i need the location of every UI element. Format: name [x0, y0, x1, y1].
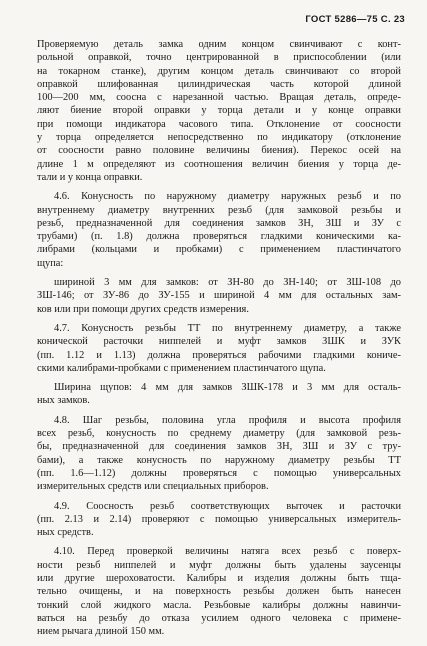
text-line: Проверяемую деталь замка одним концом свинчивают с конт- [37, 39, 401, 50]
text-line: бы, предназначенной для соединения замков ЗН, ЗШ и ЗУ с тру- [37, 441, 401, 453]
text-line: внутреннему диаметру внутренних резьб (для замковой резьбы и [37, 204, 401, 216]
text-line: 4.7. Конусность резьбы ТТ по внутреннему диаметру, а также [54, 322, 401, 334]
text-line: 4.8. Шаг резьбы, половина угла профиля и высота профиля [54, 414, 401, 426]
text-line: конической расточки ниппелей и муфт замков ЗШК и ЗУК [37, 336, 401, 348]
paragraph [37, 381, 401, 408]
text-line: или другие шероховатости. Калибры и изделия должны быть тща- [37, 572, 401, 584]
text-line: ных замков. [37, 395, 90, 407]
page-header: ГОСТ 5286—75 С. 23 [305, 14, 405, 25]
text-line: 4.9. Соосность резьб соответствующих выточек и расточки [54, 500, 401, 512]
text-line: резьб, предназначенной для соединения замков ЗН, ЗШ и ЗУ с [37, 217, 401, 229]
text-line: ЗШ-146; от ЗУ-86 до ЗУ-155 и шириной 4 мм для остальных зам- [37, 290, 401, 302]
text-line: ляют биение второй оправки у торца детали и у конце оправки [37, 105, 401, 117]
text-line: от соосности равно половине величины биения). Перекос осей на [37, 145, 401, 157]
text-line: 100—200 мм, соосна с нарезанной частью. Вращая деталь, опреде- [37, 92, 401, 104]
text-line: (пп. 1.6—1.12) должны проверяться с помощью универсальных [37, 467, 401, 479]
text-line: скими калибрами-пробками с применением пластинчатого щупа. [37, 362, 326, 374]
text-line: 4.6. Конусность по наружному диаметру наружных резьб и по [54, 191, 401, 203]
text-line: ваться на резьбу до отказа усилием одного человека с примене- [37, 612, 401, 624]
paragraph [37, 38, 401, 184]
text-line: Ширина щупов: 4 мм для замков ЗШК-178 и 3 мм для осталь- [54, 382, 401, 394]
text-line: у торца определяется непосредственно по индикатору (отклонение [37, 132, 401, 144]
text-line: (пп. 2.13 и 2.14) проверяют с помощью универсальных измеритель- [37, 513, 401, 525]
text-line: (пп. 1.12 и 1.13) должна проверяться рабочими гладкими кониче- [37, 349, 401, 361]
text-line: ности резьб ниппелей и муфт должны быть удалены заусенцы [37, 559, 401, 571]
text-line: ных средств. [37, 527, 94, 539]
paragraph [37, 322, 401, 375]
document-body [37, 38, 401, 638]
text-line: 4.10. Перед проверкой величины натяга всех резьб с поверх- [54, 546, 401, 558]
text-line: при помощи индикатора часового типа. Отклонение от соосности [37, 118, 401, 130]
text-line: всех резьб, конусность по среднему диаметру (для замковой резь- [37, 428, 401, 440]
text-line: тонкий слой жидкого масла. Резьбовые калибры должны навинчи- [37, 599, 401, 611]
text-line: рольной оправкой, точно центрированной в приспособлении (или [37, 52, 401, 64]
text-line: на токарном станке), другим концом деталь свинчивают со второй [37, 65, 401, 77]
text-line: ков или при помощи других средств измерения. [37, 303, 249, 315]
paragraph [37, 276, 401, 316]
paragraph [37, 500, 401, 540]
text-line: шириной 3 мм для замков: от ЗН-80 до ЗН-140; от ЗШ-108 до [54, 277, 401, 289]
text-line: либрами (кольцами и пробками) с применением пластинчатого [37, 244, 401, 256]
text-line: тали и у конца оправки. [37, 171, 143, 183]
paragraph [37, 190, 401, 270]
text-line: трубами) (п. 1.8) должна проверяться гладкими коническими ка- [37, 231, 401, 243]
text-line: бами), а также конусность по наружному диаметру резьбы ТТ [37, 454, 401, 466]
text-line: щупа: [37, 257, 64, 269]
text-line: нием рычага длиной 150 мм. [37, 626, 165, 638]
text-line: тельно очищены, и на поверхность резьбы должен быть нанесен [37, 586, 401, 598]
text-line: измерительных средств или специальных приборов. [37, 481, 269, 493]
text-line: длине 1 м определяют из соотношения величин биения у торца де- [37, 158, 401, 170]
paragraph [37, 414, 401, 494]
text-line: оправкой шлифованная цилиндрическая часть которой длиной [37, 78, 401, 90]
paragraph [37, 545, 401, 638]
